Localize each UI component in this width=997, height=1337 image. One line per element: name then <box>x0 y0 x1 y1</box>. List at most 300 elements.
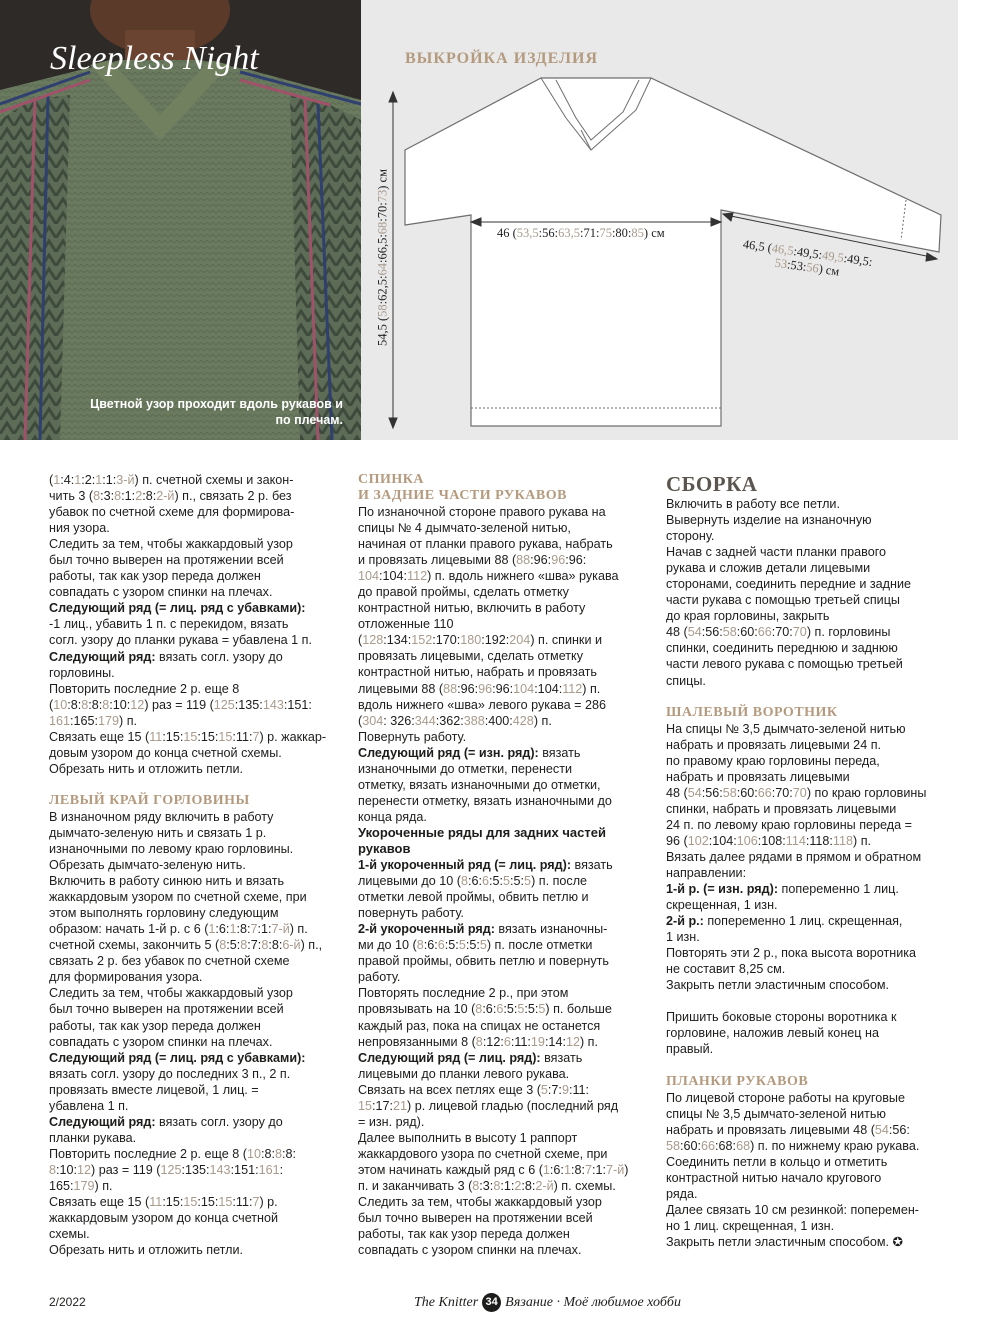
pattern-title: Sleepless Night <box>50 40 259 77</box>
spacer <box>666 1058 956 1074</box>
text-run: 114 <box>785 833 806 848</box>
text-run: согл. узору до планки рукава = убавлена 1 п. <box>49 633 312 648</box>
text-run: ) п. <box>94 1178 113 1193</box>
text-run: 68 <box>375 221 390 235</box>
text-run: 3-й <box>116 473 135 487</box>
text-run: 304 <box>362 713 384 728</box>
text-run: контрастной нитью начало кругового <box>666 1170 882 1185</box>
text-run: :70: <box>771 785 793 800</box>
text-run: 6-й <box>282 938 301 953</box>
text-run: 58 <box>722 625 737 640</box>
text-run: 1 изн. <box>666 930 700 945</box>
text-line <box>358 1146 648 1162</box>
text-run: 56 <box>805 260 820 276</box>
text-run: ) см <box>643 226 665 240</box>
text-run: 6 <box>437 938 445 953</box>
text-run: Следующий ряд: <box>49 1114 156 1129</box>
text-run: 1-й укороченный ряд (= лиц. ряд): <box>358 858 572 873</box>
text-line <box>49 1146 339 1162</box>
text-run: 15 <box>358 1098 373 1113</box>
text-run: отметки левой проймы, обвить петлю и <box>358 890 589 905</box>
text-run: 118 <box>832 833 853 848</box>
text-line <box>49 1001 339 1017</box>
text-run: :104: <box>379 569 408 584</box>
text-run: 8 <box>416 938 424 953</box>
text-run: 46,5 <box>770 241 795 258</box>
text-line <box>358 632 648 648</box>
text-run: ( <box>358 713 363 728</box>
text-run: ) п. больше <box>545 1002 612 1017</box>
text-run: 48 ( <box>666 625 688 640</box>
text-run: 63,5 <box>558 226 580 240</box>
text-run: 7 <box>252 1195 260 1210</box>
text-run: :15: <box>197 729 219 744</box>
text-line <box>666 1202 956 1218</box>
text-line <box>666 640 956 656</box>
text-run: не составит 8,25 см. <box>666 962 786 977</box>
text-line <box>358 552 648 568</box>
text-run: :60: <box>736 625 758 640</box>
text-run: ряда. <box>666 1186 698 1201</box>
text-run: 125 <box>213 697 235 712</box>
text-run: набрать и провязать лицевыми 48 ( <box>666 1122 875 1137</box>
text-run: вязать изнаночны- <box>494 922 608 937</box>
text-run: :400: <box>484 713 513 728</box>
text-run: Включить в работу синюю нить и вязать <box>49 874 285 889</box>
text-line <box>49 857 339 873</box>
text-run: 66 <box>757 785 772 800</box>
text-run: 5 <box>517 1002 525 1017</box>
text-run: :6: <box>215 922 230 937</box>
text-run: :6: <box>549 1162 564 1177</box>
text-run: 11 <box>149 729 163 744</box>
text-line <box>49 681 339 697</box>
text-run: :53: <box>786 257 808 274</box>
text-line <box>49 1082 339 1098</box>
text-run: до края горловины, закрыть <box>666 609 830 624</box>
text-line <box>358 921 648 937</box>
text-run: убавок по счетной схеме для формирова- <box>49 505 295 520</box>
text-line <box>49 1066 339 1082</box>
text-run: :5: <box>489 874 504 889</box>
text-run: части рукава с помощью третьей спицы <box>666 593 900 608</box>
text-run: :7: <box>547 1082 562 1097</box>
text-run: :56: <box>888 1122 910 1137</box>
text-run: Связать еще 15 ( <box>49 1195 150 1210</box>
text-line <box>666 817 956 833</box>
text-run: 112 <box>407 569 428 584</box>
text-run: каждый раз, пока на спицах не останется <box>358 1018 601 1033</box>
text-run: 5 <box>524 874 532 889</box>
text-run: работы, так как узор переда должен <box>358 1227 570 1242</box>
text-run: : 326: <box>383 713 415 728</box>
text-run: и провязать лицевыми 88 ( <box>358 553 517 568</box>
text-line <box>666 1122 956 1138</box>
text-run: 2 <box>135 489 143 504</box>
text-run: 15 <box>183 1195 198 1210</box>
text-line <box>666 560 956 576</box>
text-run: был точно выверен на протяжении всей <box>49 1002 284 1017</box>
text-run: 8 <box>460 874 468 889</box>
text-run: 11 <box>149 1195 163 1210</box>
text-run: совпадать с узором спинки на плечах. <box>49 1034 273 1049</box>
text-run: :3: <box>479 1178 494 1193</box>
text-run: 2 <box>514 1178 522 1193</box>
text-run: :170: <box>432 633 461 648</box>
page-number: 34 <box>482 1293 501 1312</box>
text-line <box>358 504 648 520</box>
text-run: :11: <box>510 1034 531 1049</box>
text-run: :192: <box>481 633 510 648</box>
text-run: 1-й р. (= изн. ряд): <box>666 882 779 897</box>
text-line <box>358 777 648 793</box>
text-run: спинки, набрать и провязать лицевыми <box>666 801 897 816</box>
text-line <box>49 713 339 729</box>
text-run: 128 <box>362 633 384 648</box>
magazine-name: Вязание · Моё любимое хобби <box>505 1294 681 1310</box>
text-run: :96: <box>530 553 552 568</box>
section-heading: И ЗАДНИЕ ЧАСТИ РУКАВОВ <box>358 488 567 503</box>
text-run: ( <box>49 473 54 487</box>
text-run: :1: <box>102 473 117 487</box>
text-run: Обрезать нить и отложить петли. <box>49 761 244 776</box>
text-line <box>666 608 956 624</box>
text-line <box>49 665 339 681</box>
text-line <box>666 1106 956 1122</box>
text-run: :5: <box>444 938 459 953</box>
text-run: планки рукава. <box>49 1130 137 1145</box>
text-run: 5 <box>503 874 511 889</box>
text-run: :5: <box>503 1002 518 1017</box>
text-line <box>358 1098 648 1114</box>
text-run: :1: <box>121 489 136 504</box>
text-run: :165: <box>70 713 99 728</box>
text-run: :8: <box>236 922 251 937</box>
text-run: Вывернуть изделие на изнаночную <box>666 513 872 528</box>
text-run: 6 <box>481 874 489 889</box>
text-line <box>666 977 956 993</box>
text-line <box>666 865 956 881</box>
text-run: 143 <box>262 697 284 712</box>
text-run: :1: <box>591 1162 606 1177</box>
text-line <box>358 616 648 632</box>
text-run: вязать <box>538 745 581 760</box>
text-run: ми до 10 ( <box>358 938 417 953</box>
text-line <box>358 809 648 825</box>
text-run: сторону. <box>666 529 715 544</box>
text-run: горловины. <box>49 665 115 680</box>
text-run: 96 ( <box>666 833 688 848</box>
text-run: :6: <box>482 1002 497 1017</box>
text-run: Обрезать дымчато-зеленую нить. <box>49 858 246 873</box>
text-run: :108: <box>757 833 786 848</box>
text-line <box>49 1034 339 1050</box>
text-line <box>49 1226 339 1242</box>
text-run: :2: <box>81 473 96 487</box>
text-line <box>358 745 648 761</box>
text-run: ) р. лицевой гладью (последний ряд <box>407 1098 619 1113</box>
text-line <box>666 833 956 849</box>
text-line <box>358 857 648 873</box>
text-run: 1 <box>74 473 82 487</box>
text-line <box>358 1050 648 1066</box>
text-run: контрастной нитью, включить в работу <box>358 601 586 616</box>
text-run: ) раз = 119 ( <box>91 1162 161 1177</box>
text-run: :15: <box>162 729 184 744</box>
text-run: 428 <box>512 713 534 728</box>
text-run: 8 <box>102 697 110 712</box>
text-run: По изнаночной стороне правого рукава на <box>358 505 606 519</box>
text-run: 48 ( <box>666 785 688 800</box>
text-line <box>358 873 648 889</box>
text-run: спицы № 3,5 дымчато-зеленой нитью <box>666 1106 886 1121</box>
text-run: попеременно 1 лиц. <box>778 882 899 897</box>
text-run: чить 3 ( <box>49 489 94 504</box>
text-run: работу. <box>358 970 401 985</box>
text-run: набрать и провязать лицевыми 24 п. <box>666 737 882 752</box>
text-line <box>666 576 956 592</box>
text-line <box>666 673 956 689</box>
text-line <box>666 624 956 640</box>
text-run: попеременно 1 лиц. скрещенная, <box>703 914 903 929</box>
text-line <box>358 1226 648 1242</box>
text-run: рукава и сложив детали лицевыми <box>666 561 871 576</box>
text-run: В изнаночном ряду включить в работу <box>49 809 274 824</box>
text-line <box>358 681 648 697</box>
text-line <box>666 1186 956 1202</box>
text-run: связать 2 р. без убавок по счетной схеме <box>49 954 290 969</box>
text-run: 96 <box>478 681 493 696</box>
text-run: 68 <box>736 1138 751 1153</box>
text-line <box>358 761 648 777</box>
text-run: ) п. после отметки <box>486 938 593 953</box>
text-line <box>666 1218 956 1234</box>
text-run: 7 <box>584 1162 592 1177</box>
text-run: :104: <box>534 681 563 696</box>
text-run: этом начинать каждый ряд с 6 ( <box>358 1162 543 1177</box>
text-run: Следующий ряд (= изн. ряд): <box>358 745 539 760</box>
text-run: :96: <box>565 553 587 568</box>
text-run: лицевыми до 10 ( <box>358 874 461 889</box>
text-run: :8: <box>67 697 82 712</box>
text-line <box>49 1018 339 1034</box>
text-run: 12 <box>565 1034 580 1049</box>
text-run: лицевыми 88 ( <box>358 681 444 696</box>
issue-number: 2/2022 <box>49 1295 86 1309</box>
text-run: ния узора. <box>49 521 110 536</box>
text-run: ) см <box>375 168 390 190</box>
section-heading: ШАЛЕВЫЙ ВОРОТНИК <box>666 704 838 720</box>
text-run: вдоль нижнего «шва» левого рукава = 286 <box>358 697 606 712</box>
text-line <box>49 1098 339 1114</box>
text-run: :5: <box>465 938 480 953</box>
text-run: :11: <box>232 729 253 744</box>
text-run: 112 <box>562 681 583 696</box>
text-run: спицы № 4 дымчато-зеленой нитью, <box>358 521 571 536</box>
text-line <box>49 568 339 584</box>
text-run: ) п. после <box>531 874 588 889</box>
text-run: :6: <box>423 938 438 953</box>
text-run: Повторить последние 2 р. еще 8 ( <box>49 1146 247 1161</box>
text-run: 106 <box>736 833 758 848</box>
pattern-schematic <box>361 0 958 440</box>
text-run: скрещенная, 1 изн. <box>666 898 778 913</box>
text-run: :8: <box>281 1146 296 1161</box>
text-run: 15 <box>183 729 198 744</box>
text-run: Связать еще 15 ( <box>49 729 150 744</box>
text-run: 5 <box>479 938 487 953</box>
text-run: ( <box>49 697 54 712</box>
text-run: Вязать далее рядами в прямом и обратном <box>666 849 922 864</box>
model-photo <box>0 0 361 440</box>
text-run: 1 <box>229 922 237 937</box>
text-line <box>49 1050 339 1066</box>
text-line <box>49 488 339 504</box>
text-run: 9 <box>561 1082 569 1097</box>
text-run: убавлена 1 п. <box>49 1098 129 1113</box>
text-run: :135: <box>234 697 263 712</box>
text-run: ) п. вдоль нижнего «шва» рукава <box>427 569 619 584</box>
text-run: 58 <box>722 785 737 800</box>
text-run: 15 <box>218 1195 233 1210</box>
text-line <box>666 512 956 528</box>
text-line <box>666 1170 956 1186</box>
text-run: : <box>279 1162 284 1177</box>
text-run: ) р. <box>259 1195 278 1210</box>
text-run: Далее выполнить в высоту 1 раппорт <box>358 1130 578 1145</box>
text-run: 8 <box>274 1146 282 1161</box>
text-line <box>666 945 956 961</box>
text-line <box>49 937 339 953</box>
text-line <box>666 592 956 608</box>
text-run: перенести отметку, вязать изнаночными до <box>358 793 612 808</box>
text-run: 96 <box>551 553 566 568</box>
text-run: 10 <box>53 697 68 712</box>
text-run: 70 <box>792 625 807 640</box>
text-run: :15: <box>162 1195 184 1210</box>
text-run: 46,5 ( <box>742 237 773 255</box>
text-run: :104: <box>708 833 737 848</box>
text-run: 46 ( <box>497 226 517 240</box>
text-line <box>666 897 956 913</box>
text-line <box>49 584 339 600</box>
text-run: был точно выверен на протяжении всей <box>49 553 284 568</box>
text-line <box>358 664 648 680</box>
text-line <box>358 648 648 664</box>
text-line <box>358 1130 648 1146</box>
text-column-3 <box>666 472 956 1250</box>
photo-caption: Цветной узор проходит вдоль рукавов и по плечам. <box>90 397 343 427</box>
text-run: :4: <box>60 473 75 487</box>
text-run: работы, так как узор переда должен <box>49 1018 261 1033</box>
text-run: :60: <box>736 785 758 800</box>
text-run: Повторять последние 2 р., при этом <box>358 986 569 1001</box>
text-line <box>49 809 339 825</box>
text-run: горловине, наложив левый конец на <box>666 1026 879 1041</box>
text-run: :362: <box>435 713 464 728</box>
text-column-1 <box>49 472 339 1258</box>
text-line <box>666 769 956 785</box>
text-line <box>49 1210 339 1226</box>
text-run: :8: <box>88 697 103 712</box>
text-line <box>358 1178 648 1194</box>
text-run: :49,5: <box>842 251 874 270</box>
text-line <box>358 1066 648 1082</box>
text-run: ) п. схемы. <box>553 1178 616 1193</box>
text-run: 7 <box>252 729 260 744</box>
text-run: 5 <box>540 1082 548 1097</box>
text-run: :7: <box>247 938 262 953</box>
height-dimension <box>376 128 391 388</box>
text-line <box>666 929 956 945</box>
text-run: п. и заканчивать 3 ( <box>358 1178 473 1193</box>
text-run: :135: <box>181 1162 210 1177</box>
text-run: Повторять эти 2 р., пока высота воротника <box>666 946 917 961</box>
text-line <box>358 905 648 921</box>
text-run: для формирования узора. <box>49 970 203 985</box>
main-heading: СБОРКА <box>666 472 758 496</box>
text-run: Следить за тем, чтобы жаккардовый узор <box>49 537 293 552</box>
text-run: контрастной нитью, набрать и провязать <box>358 665 597 680</box>
text-run: :3: <box>100 489 115 504</box>
text-run: 6 <box>503 1034 511 1049</box>
text-line <box>358 1018 648 1034</box>
text-run: вязать <box>540 1050 583 1065</box>
text-run: ) п., <box>300 938 323 953</box>
text-line <box>358 1034 648 1050</box>
text-line <box>49 1194 339 1210</box>
text-line <box>666 544 956 560</box>
text-line <box>666 1025 956 1041</box>
text-line <box>49 905 339 921</box>
text-run: правый. <box>666 1042 714 1057</box>
text-run: непровязанными 8 ( <box>358 1034 476 1049</box>
text-run: 66 <box>757 625 772 640</box>
text-run: образом: начать 1-й р. с 6 ( <box>49 922 209 937</box>
text-run: ( <box>358 633 363 648</box>
spacer <box>49 777 339 793</box>
text-run: Закрыть петли эластичным способом. ✪ <box>666 1234 904 1249</box>
text-run: 19 <box>530 1034 545 1049</box>
text-line <box>666 1234 956 1250</box>
text-run: ) раз = 119 ( <box>144 697 214 712</box>
chest-dimension <box>497 226 665 241</box>
text-run: :11: <box>232 1195 253 1210</box>
text-run: :12: <box>482 1034 504 1049</box>
text-run: изнаночными до отметки, перенести <box>358 761 573 776</box>
text-line <box>358 953 648 969</box>
text-run: сторонами, соединить передние и задние <box>666 577 912 592</box>
text-line <box>666 721 956 737</box>
text-run: 165: <box>49 1178 74 1193</box>
text-line <box>358 1210 648 1226</box>
text-line <box>49 472 339 488</box>
text-run: :70: <box>375 202 390 222</box>
text-line <box>358 937 648 953</box>
text-run: :8: <box>142 489 157 504</box>
text-run: 125 <box>160 1162 182 1177</box>
text-run: :118: <box>805 833 833 848</box>
text-run: 8 <box>93 489 101 504</box>
text-run: 8 <box>493 1178 501 1193</box>
text-run: :10: <box>109 697 131 712</box>
text-line <box>666 656 956 672</box>
text-line <box>49 1178 339 1194</box>
text-line <box>358 713 648 729</box>
text-run: ) п. по нижнему краю рукава. <box>750 1138 920 1153</box>
text-run: 15 <box>218 729 233 744</box>
text-run: 58 <box>375 304 390 317</box>
